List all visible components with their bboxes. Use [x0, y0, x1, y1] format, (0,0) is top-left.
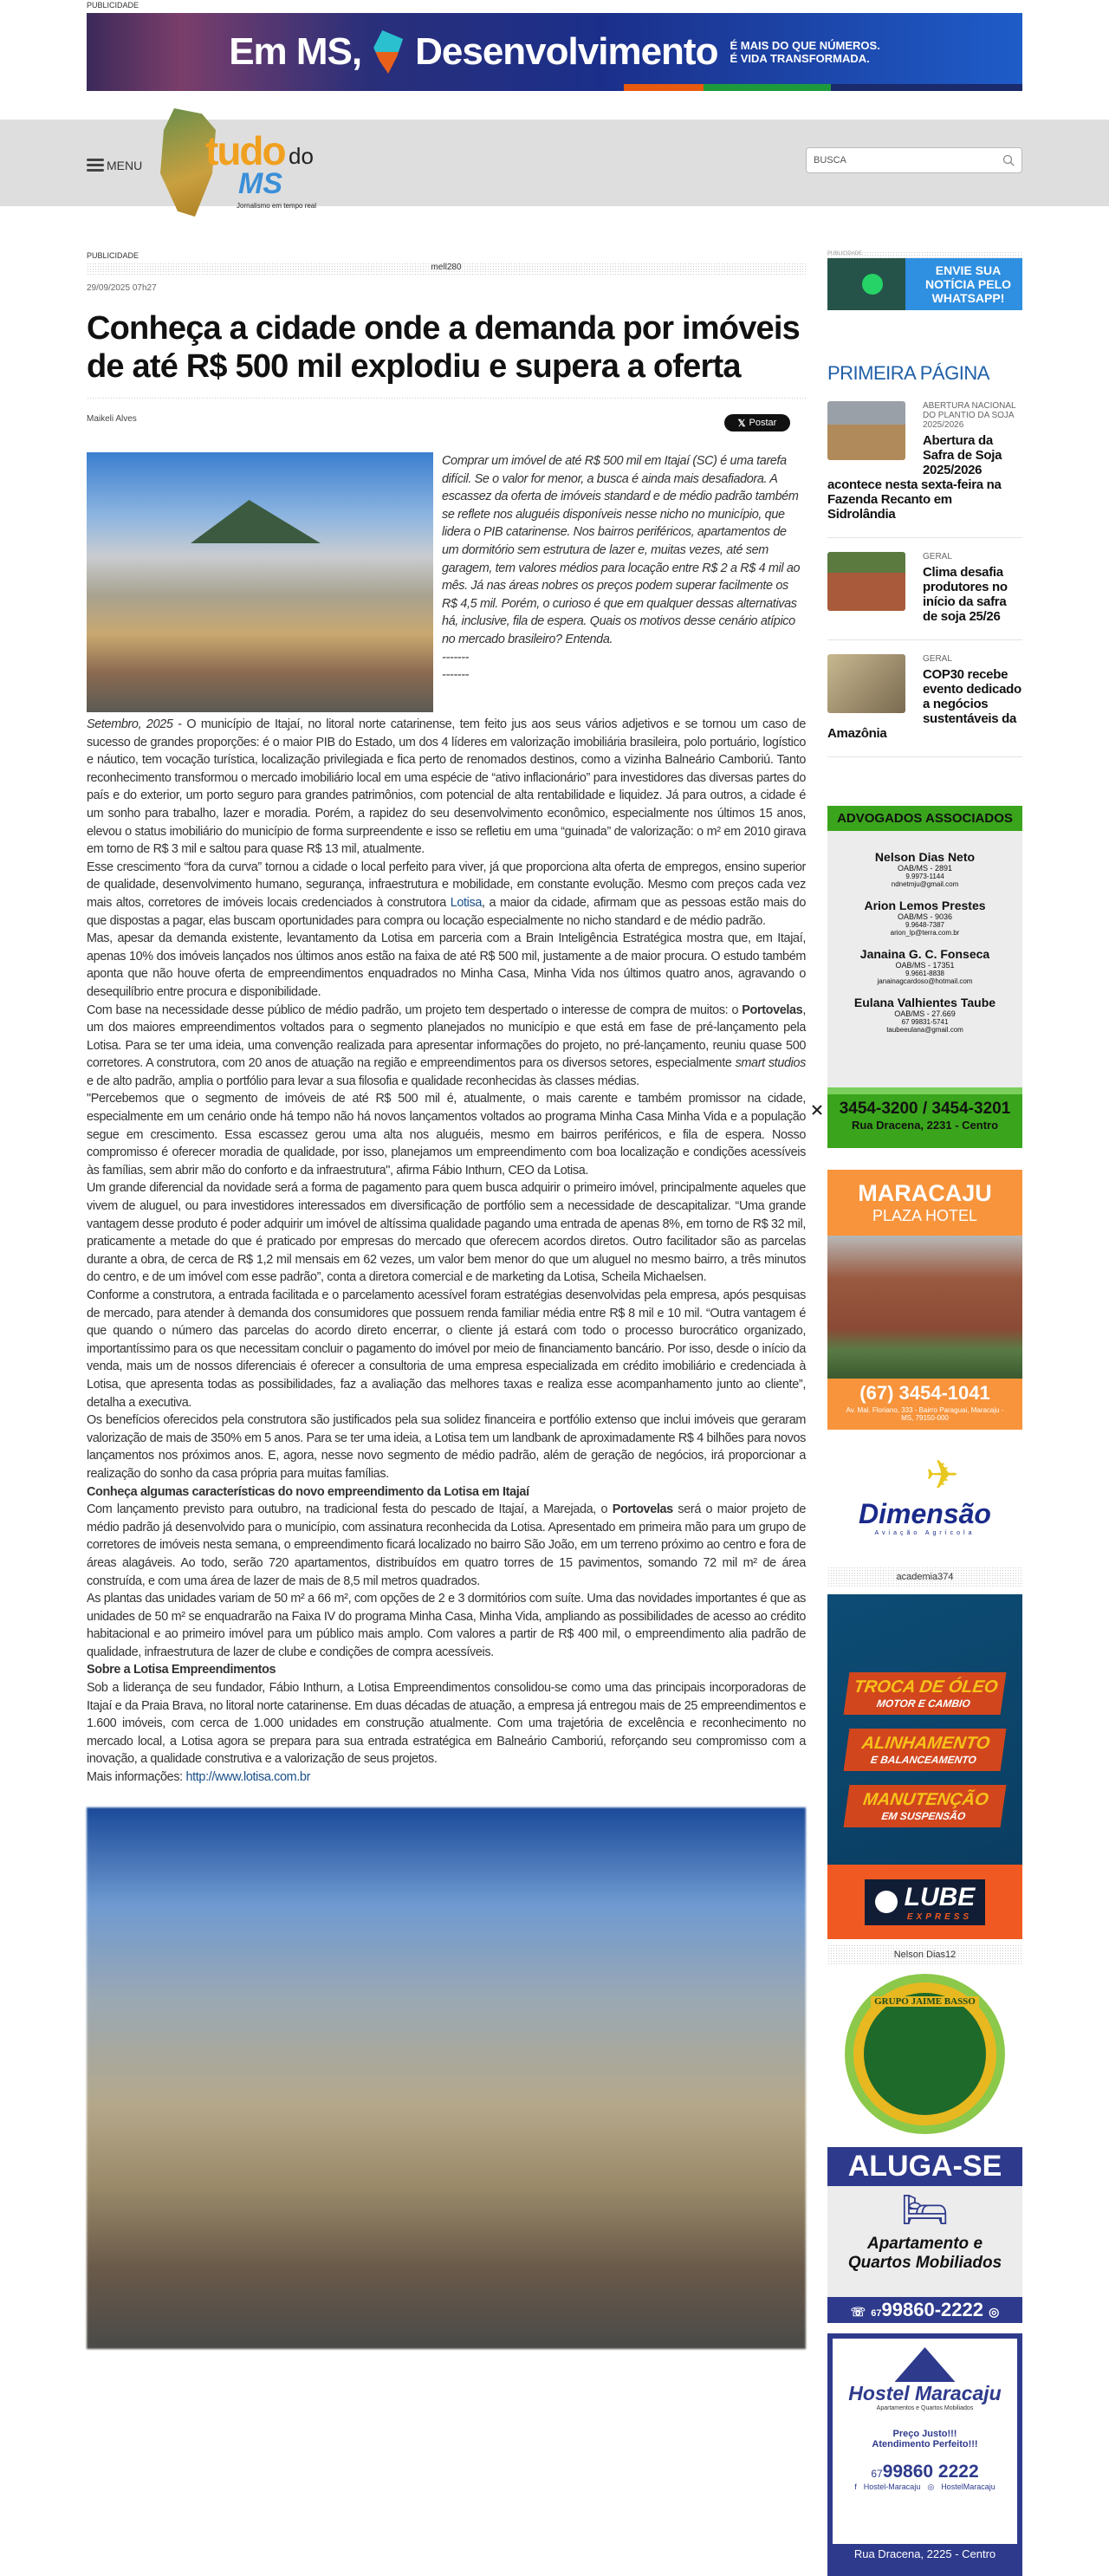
- menu-button[interactable]: [87, 156, 142, 174]
- logo-text: tudo: [205, 128, 285, 173]
- article-paragraph: [87, 1002, 806, 1091]
- news-title[interactable]: Abertura da Safra de Soja 2025/2026 acontece nesta sexta-feira na Fazenda Recanto em Sidrolândia: [827, 433, 1002, 522]
- hostel-phone: 99860 2222: [882, 2462, 979, 2482]
- lawyer-oab: OAB/MS - 9036: [897, 912, 953, 921]
- article-link[interactable]: http://www.lotisa.com.br: [185, 1770, 311, 1785]
- hotel-phone: (67) 3454-1041: [859, 1382, 990, 1404]
- hotel-address: Av. Mal. Floriano, 333 - Bairro Paraguai, Maracaju - MS, 79150-000: [846, 1406, 1004, 1422]
- lube-service-sub: MOTOR E CAMBIO: [876, 1697, 971, 1710]
- ad-label: PUBLICIDADE: [87, 1, 139, 10]
- news-title[interactable]: Clima desafia produtores no início da safra de soja 25/26: [923, 565, 1008, 624]
- article-text: Mais informações:: [87, 1770, 186, 1785]
- article-text: Conforme a construtora, a entrada facilitada e o parcelamento acessível foram estratégias desenvolvidas pela empresa, após pesquisas de mercado, para atender à demanda dos consumidores que possuem renda familiar média entre R$ 8 mil e 10 mil. “Outra vantagem é que quando o número das parcelas do acordo direto encerrar, o cliente já estará com todo o processo burocrático organizado, importantíssimo para os que necessitam concluir o pagamento do imóvel por meio de financiamento bancário. Por isso, desde o início da venda, mais um de nossos diferenciais é oferecer a consultoria de uma empresa especializada em crédito imobiliário e credenciada à Lotisa, que apresenta todas as possibilidades, faz a avaliação das melhores taxas e realiza esse acompanhamento junto ao cliente”, detalha a executiva.: [87, 1288, 806, 1410]
- article-paragraph: [87, 1661, 806, 1679]
- hostel-facebook: Hostel-Maracaju: [863, 2482, 921, 2491]
- airplane-icon: ✈: [925, 1452, 959, 1497]
- ad-tagline: É VIDA TRANSFORMADA.: [730, 52, 870, 65]
- article-lead: Comprar um imóvel de até R$ 500 mil em Itajaí (SC) é uma tarefa difícil. Se o valor for menor, a busca é ainda mais desafiadora. A escassez da oferta de imóveis standard e de médio padrão também se reflete nos aluguéis disponíveis nesse nicho no município, que lidera o PIB catarinense. Nos bairros periféricos, apartamentos de um dormitório sem estrutura de lazer e, muitas vezes, até sem garagem, tem valores médios para locação entre R$ 2 a R$ 4 mil ao mês. Já nas áreas nobres os preços podem superar facilmente os R$ 4,5 mil. Porém, o curioso é que em qualquer dessas alternativas há, inclusive, fila de espera. Quais os motivos desse cenário atípico no mercado brasileiro? Entenda.: [442, 454, 801, 646]
- article-image: [87, 452, 433, 712]
- lube-logo-icon: [875, 1891, 898, 1913]
- whatsapp-ad-text: ENVIE SUA NOTÍCIA PELO WHATSAPP!: [924, 263, 1012, 305]
- instagram-icon: ◎: [927, 2482, 935, 2491]
- article-text: será o maior projeto de médio padrão já desenvolvido para o município, com assinatura reconhecida da Lotisa. Apresentado em primeira mão para um grupo de corretores de imóveis nesta semana, o empreendimento ficará localizado no bairro São João, em um terreno próximo ao centro e fora de áreas alagáveis. Ao todo, serão 720 apartamentos, distribuídos em quatro torres de 15 pavimentos, somando 72 mil m² de área construída, e com uma área de lazer de mais de 8,5 mil metros quadrados.: [87, 1502, 806, 1588]
- rent-phone-prefix: 67: [871, 2308, 882, 2319]
- article-text: Sob a liderança de seu fundador, Fábio Inthurn, a Lotisa Empreendimentos consolidou-se como uma das principais incorporadoras de Itajaí e da Praia Brava, no litoral norte catarinense. Em duas décadas de atuação, a empresa já entregou mais de 25 empreendimentos e 1.600 imóveis, com cerca de 1.000 unidades em construção atualmente. Com uma trajetória de excelência e reconhecimento no mercado local, a Lotisa agora se prepara para sua entrada estratégica em Balneário Camboriú, reforçando seu compromisso com a inovação, a qualidade construtiva e a valorização de seus projetos.: [87, 1681, 806, 1767]
- ad-tagline: É MAIS DO QUE NÚMEROS.: [730, 39, 880, 52]
- separator: -------: [442, 650, 470, 665]
- share-x-button[interactable]: [724, 414, 790, 431]
- news-item[interactable]: [827, 552, 1022, 640]
- x-logo-icon: 𝕏: [737, 418, 746, 429]
- lawyer-name: Arion Lemos Prestes: [864, 899, 986, 912]
- close-icon[interactable]: [811, 1104, 823, 1116]
- lawyer-email: arion_lp@terra.com.br: [890, 929, 960, 937]
- article-text: Um grande diferencial da novidade será a forma de pagamento para quem busca adquirir o primeiro imóvel, principalmente aqueles que vivem de aluguel, ou para investidores interessados em diversificação de portfólio sem a necessidade de descapitalizar. “Uma grande vantagem desse produto é poder adquirir um imóvel de altíssima qualidade pagando uma entrada de apenas 8%, em torno de R$ 32 mil, praticamente a metade do que é praticado por empresas do mercado que oferecem acordos diretos. Outro facilitador são as parcelas durante a obra, de cerca de R$ 1,2 mil mensais em 62 vezes, um valor bem menor do que um aluguel no mesmo bairro, a três minutos do centro, e de um imóvel com esse padrão”, conta a diretora comercial e de marketing da Lotisa, Scheila Michaelsen.: [87, 1181, 806, 1285]
- lawyer-phone: 9.9648-7387: [905, 921, 944, 929]
- lube-service-title: MANUTENÇÃO: [861, 1790, 990, 1809]
- lube-brand-sub: EXPRESS: [906, 1911, 973, 1922]
- ad-slot[interactable]: [87, 263, 806, 275]
- author: Maikeli Alves: [87, 414, 137, 424]
- article-text: Com lançamento previsto para outubro, na tradicional festa do pescado de Itajaí, a Marejada, o: [87, 1502, 613, 1517]
- rent-ad[interactable]: [827, 2147, 1022, 2323]
- hotel-name: MARACAJU: [858, 1180, 992, 1206]
- article-image-2: [87, 1807, 806, 2349]
- article-paragraph: [87, 1590, 806, 1661]
- rent-line: Quartos Mobiliados: [847, 2254, 1002, 2272]
- lawyer-entry: [827, 996, 1022, 1034]
- ad-label: PUBLICIDADE: [87, 251, 139, 260]
- article-paragraph: [87, 716, 806, 859]
- whatsapp-ad[interactable]: [827, 258, 1022, 310]
- aviation-tagline: Aviação Agrícola: [874, 1530, 976, 1536]
- news-title[interactable]: COP30 recebe evento dedicado a negócios sustentáveis da Amazônia: [827, 667, 1021, 741]
- hostel-name: Hostel Maracaju: [848, 2382, 1002, 2404]
- news-category: ABERTURA NACIONAL DO PLANTIO DA SOJA 2025/2026: [923, 401, 1016, 430]
- news-thumbnail[interactable]: [827, 401, 905, 460]
- lawyer-oab: OAB/MS - 27.669: [894, 1009, 956, 1018]
- hostel-instagram: HostelMaracaju: [941, 2482, 996, 2491]
- article-text: As plantas das unidades variam de 50 m² a 66 m², com opções de 2 e 3 dormitórios com suíte. Uma das novidades importantes é que as unidades de 50 m² se enquadrarão na Faixa IV do programa Minha Casa, Minha Vida, ampliando as possibilidades de acesso ao crédito habitacional e ao primeiro imóvel para um público mais amplo. Com valores a partir de R$ 400 mil, o empreendimento alia padrão de qualidade, infraestrutura de lazer de clube e condições de compra acessíveis.: [87, 1592, 806, 1659]
- news-category: GERAL: [923, 552, 952, 561]
- lawyer-name: Eulana Valhientes Taube: [853, 996, 996, 1009]
- article-text: smart studios: [735, 1056, 806, 1071]
- logo-tagline: Jornalismo em tempo real: [237, 202, 317, 210]
- ad-text: Em MS,: [229, 30, 362, 73]
- article-paragraph: [87, 1483, 806, 1502]
- hotel-photo: [827, 1236, 1022, 1379]
- article-title: Conheça a cidade onde a demanda por imóveis de até R$ 500 mil explodiu e supera a oferta: [87, 310, 800, 385]
- lube-ad[interactable]: [827, 1594, 1022, 1939]
- search-icon[interactable]: [1002, 154, 1015, 166]
- news-thumbnail[interactable]: [827, 552, 905, 611]
- ad-text: Desenvolvimento: [415, 30, 718, 73]
- article-text: Com base na necessidade desse público de médio padrão, um projeto tem despertado o interesse de compra de muitos: o: [87, 1002, 743, 1017]
- logo-text: MS: [238, 167, 282, 200]
- ad-caption: academia374: [827, 1567, 1022, 1587]
- site-logo[interactable]: [160, 108, 342, 221]
- hostel-slogan: Atendimento Perfeito!!!: [872, 2439, 978, 2449]
- article-paragraph: [87, 1679, 806, 1768]
- facebook-icon: f: [854, 2482, 857, 2491]
- article-text: Os benefícios oferecidos pela construtora são justificados pela sua solidez financeira e portfólio extenso que inclui imóveis que geraram valorização de mais de 350% em 5 anos. Para se ter uma ideia, a Lotisa tem um landbank de aproximadamente R$ 4 bilhões para novos lançamentos nos próximos anos. E, agora, nesse novo segmento de médio padrão, além de geração de negócios, irá proporcionar a realização do sonho da casa própria para muitas famílias.: [87, 1413, 806, 1481]
- share-label: Postar: [749, 418, 777, 428]
- ad-name: mell280: [431, 263, 462, 272]
- article-text: , um dos maiores empreendimentos voltados para o segmento planejados no município e que está em fase de pré-lançamento pela Lotisa. Para se ter uma ideia, uma convenção realizada para apresentar informações do projeto, no pré-lançamento, reuniu quase 500 corretores. A construtora, com 20 anos de atuação na região e empreendimentos para os diversos setores, especialmente: [87, 1002, 806, 1071]
- divider: [87, 397, 806, 399]
- logo-text: do: [289, 143, 314, 169]
- lube-service-sub: E BALANCEAMENTO: [870, 1754, 977, 1766]
- aviation-name: Dimensão: [859, 1498, 991, 1529]
- phone-icon: ☏: [850, 2305, 866, 2319]
- news-item[interactable]: [827, 401, 1022, 538]
- search-placeholder: BUSCA: [814, 155, 846, 165]
- hostel-slogan: Preço Justo!!!: [892, 2429, 957, 2439]
- hotel-ad[interactable]: [827, 1170, 1022, 1430]
- lawyer-oab: OAB/MS - 2891: [897, 864, 953, 873]
- article-body: [87, 716, 806, 1787]
- article-content: [87, 452, 806, 2349]
- article-text: Setembro, 2025: [87, 717, 173, 731]
- menu-label: MENU: [107, 158, 143, 172]
- rent-line: Apartamento e: [866, 2235, 983, 2253]
- news-list: [827, 401, 1022, 771]
- lawyers-ad[interactable]: [827, 806, 1022, 1148]
- article-text: Mas, apesar da demanda existente, levantamento da Lotisa em parceria com a Brain Inteligência Estratégica mostra que, em Itajaí, apenas 10% dos imóveis lançados nos últimos anos estão na faixa de até R$ 500 mil, justamente a de maior procura. O estudo também aponta que não houve oferta de empreendimentos enquadrados no Minha Casa, Minha Vida nos últimos quatro anos, agravando o desequilíbrio entre procura e disponibilidade.: [87, 931, 806, 999]
- rent-phone: 99860-2222: [881, 2299, 983, 2320]
- bed-icon: 🛏: [900, 2189, 950, 2231]
- news-category: GERAL: [923, 654, 952, 664]
- basso-ad[interactable]: [827, 1969, 1022, 2138]
- lawyer-name: Nelson Dias Neto: [874, 850, 976, 864]
- article-text: Portovelas: [742, 1002, 803, 1017]
- basso-name: GRUPO JAIME BASSO: [871, 1996, 979, 2007]
- ad-stripe: [624, 84, 1022, 91]
- lawyer-phone: 67 99831-5741: [901, 1018, 949, 1026]
- article-paragraph: [87, 1287, 806, 1411]
- rent-header: ALUGA-SE: [827, 2147, 1022, 2186]
- article-paragraph: [87, 1768, 806, 1787]
- lube-service-sub: EM SUSPENSÃO: [880, 1810, 967, 1822]
- lawyers-address: Rua Dracena, 2231 - Centro: [851, 1119, 999, 1132]
- ad-label-text: PUBLICIDADE: [827, 251, 863, 256]
- hostel-sub: Apartamentos e Quartos Mobiliados: [876, 2405, 974, 2411]
- lawyer-entry: [827, 899, 1022, 937]
- article-link[interactable]: Lotisa: [450, 895, 483, 910]
- lube-service: [844, 1672, 1007, 1715]
- lawyer-entry: [827, 850, 1022, 888]
- news-thumbnail[interactable]: [827, 654, 905, 713]
- lube-service: [844, 1729, 1007, 1771]
- lube-service: [844, 1785, 1007, 1827]
- lawyer-entry: [827, 947, 1022, 985]
- house-icon: [895, 2347, 956, 2382]
- article-text: "Percebemos que o segmento de imóveis de até R$ 500 mil é, atualmente, o mais carente e também promissor na cidade, especialmente em um cenário onde há tempo não há novos lançamentos voltados ao programa Minha Casa Minha Vida e a população segue em crescimento. Essa escassez gerou uma alta nos aluguéis, mesmo em bairros periféricos, e fila de espera. Nosso compromisso é oferecer moradia de qualidade, por isso, planejamos um empreendimento com boa localização e condições acessíveis às famílias, sem abrir mão do conforto e da infraestrutura", afirma Fábio Inthurn, CEO da Lotisa.: [87, 1092, 806, 1178]
- ad-label: [827, 251, 1022, 258]
- article-text: Portovelas: [612, 1502, 673, 1517]
- top-banner-ad[interactable]: [87, 13, 1022, 91]
- lawyer-email: janainagcardoso@hotmail.com: [877, 977, 973, 985]
- article-text: e de alto padrão, amplia o portfólio para levar a sua filosofia e qualidade reconhecidas às classes médias.: [87, 1074, 639, 1088]
- publish-date: 29/09/2025 07h27: [87, 283, 157, 293]
- aviation-ad[interactable]: [827, 1451, 1022, 1560]
- ms-map-icon: [373, 30, 403, 74]
- lawyer-email: ndnetmju@gmail.com: [891, 880, 959, 888]
- lawyer-oab: OAB/MS - 17351: [895, 961, 955, 970]
- ad-caption: Nelson Dias12: [827, 1944, 1022, 1965]
- hostel-ad[interactable]: [827, 2333, 1022, 2576]
- lube-service-title: ALINHAMENTO: [860, 1734, 991, 1753]
- article-paragraph: [87, 930, 806, 1001]
- article-text: Conheça algumas características do novo empreendimento da Lotisa em Itajaí: [87, 1484, 529, 1499]
- article-paragraph: [87, 1090, 806, 1179]
- hostel-address: Rua Dracena, 2225 - Centro: [833, 2544, 1017, 2571]
- separator: -------: [442, 668, 470, 683]
- search-input[interactable]: [806, 147, 1022, 173]
- hamburger-icon: [87, 156, 104, 174]
- whatsapp-icon: [862, 274, 883, 295]
- article-text: Sobre a Lotisa Empreendimentos: [87, 1663, 276, 1677]
- article-text: - O município de Itajaí, no litoral norte catarinense, tem feito jus aos seus vários adjetivos e se tornou um caso de sucesso de grandes proporções: é o maior PIB do Estado, um dos 4 líderes em valorização imobiliária brasileira, polo portuário, logístico e náutico, tem vocação turística, localização privilegiada e fica perto de renomados destinos, como a vizinha Balneário Camboriú. Tanto reconhecimento transformou o mercado imobiliário local em uma espécie de “ativo inflacionário” para investidores das diversas partes do país e do exterior, um porto seguro para grandes patrimônios, com potencial de alta rentabilidade e liquidez. Já para outros, a cidade é um sonho para trabalho, lazer e moradia. Porém, a rapidez do seu desenvolvimento econômico, especialmente nos últimos 15 anos, elevou o status imobiliário do município de forma surpreendente e isso se refletiu em uma “guinada” de valorização: o m² em 2010 girava em torno de R$ 3 mil e saltou para quase R$ 13 mil, atualmente.: [87, 717, 806, 857]
- news-item[interactable]: [827, 654, 1022, 757]
- article-text: Esse crescimento “fora da curva” tornou a cidade o local perfeito para viver, já que proporciona alta oferta de empregos, ensino superior de qualidade, desenvolvimento humano, segurança, infraestrutura e mobilidade, em constante evolução. Mesmo com preços cada vez mais altos, corretores de imóveis locais credenciados à construtora: [87, 860, 806, 910]
- article-paragraph: [87, 1411, 806, 1483]
- section-title: PRIMEIRA PÁGINA: [827, 362, 989, 384]
- hotel-name-sub: PLAZA HOTEL: [872, 1207, 978, 1224]
- article-text: , a maior da cidade, afirmam que as pessoas estão mais do que dispostas a pagar, elas buscam oportunidades para compra ou locação especialmente no nicho standard e de médio padrão.: [87, 895, 806, 928]
- lawyer-phone: 9.9973-1144: [905, 873, 944, 880]
- article-paragraph: [87, 1501, 806, 1590]
- lube-brand: LUBE: [904, 1882, 976, 1911]
- lawyers-phones: 3454-3200 / 3454-3201: [839, 1100, 1011, 1118]
- lawyer-phone: 9.9661-8838: [905, 970, 944, 977]
- hostel-phone-prefix: 67: [871, 2468, 883, 2480]
- lawyer-name: Janaina G. C. Fonseca: [859, 947, 990, 961]
- lawyers-ad-header: ADVOGADOS ASSOCIADOS: [827, 806, 1022, 831]
- article-paragraph: [87, 859, 806, 930]
- whatsapp-icon: ◎: [989, 2305, 1000, 2319]
- lube-service-title: TROCA DE ÓLEO: [853, 1677, 1000, 1697]
- article-paragraph: [87, 1179, 806, 1287]
- lawyer-email: taubeeulana@gmail.com: [886, 1026, 963, 1034]
